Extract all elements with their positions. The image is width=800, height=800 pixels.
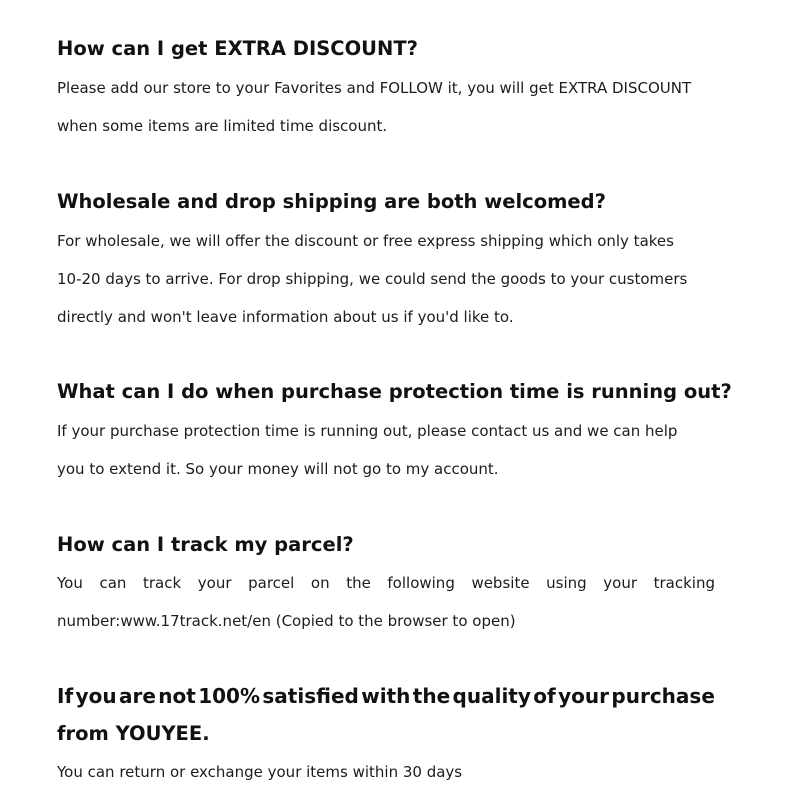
faq-question-purchase-protection: What can I do when purchase protection time is running out? <box>57 380 732 403</box>
question-word: your <box>558 684 610 708</box>
question-word: of <box>533 684 556 708</box>
answer-word: website <box>471 574 530 592</box>
answer-line: You can return or exchange your items within 30 days <box>57 763 463 781</box>
answer-line: number:www.17track.net/en (Copied to the browser to open) <box>57 612 516 630</box>
faq-answer-purchase-protection <box>57 412 677 488</box>
answer-word: your <box>197 574 232 592</box>
answer-line: Please add our store to your Favorites and FOLLOW it, you will get EXTRA DISCOUNT <box>57 79 692 97</box>
answer-line: directly and won't leave information about us if you'd like to. <box>57 308 514 326</box>
question-word: not <box>158 684 196 708</box>
faq-answer-extra-discount <box>57 69 691 145</box>
faq-question-satisfaction <box>57 677 715 753</box>
question-word: with <box>361 684 411 708</box>
faq-answer-wholesale <box>57 222 687 336</box>
answer-line: when some items are limited time discount. <box>57 117 388 135</box>
question-word: purchase <box>611 684 715 708</box>
question-word: satisfied <box>262 684 359 708</box>
answer-line: If your purchase protection time is running out, please contact us and we can help <box>57 422 678 440</box>
answer-word: following <box>387 574 455 592</box>
faq-question-track-parcel: How can I track my parcel? <box>57 533 354 556</box>
question-word: 100% <box>198 684 261 708</box>
question-word: you <box>75 684 117 708</box>
question-line: from YOUYEE. <box>57 722 210 745</box>
answer-line <box>57 564 715 602</box>
faq-question-wholesale: Wholesale and drop shipping are both welcomed? <box>57 190 606 213</box>
answer-word: using <box>546 574 587 592</box>
answer-word: your <box>603 574 638 592</box>
question-word: If <box>57 684 74 708</box>
faq-answer-satisfaction <box>57 753 462 791</box>
answer-word: on <box>310 574 330 592</box>
answer-line: 10-20 days to arrive. For drop shipping, we could send the goods to your customers <box>57 270 688 288</box>
faq-question-extra-discount: How can I get EXTRA DISCOUNT? <box>57 37 418 60</box>
question-word: are <box>118 684 156 708</box>
answer-word: parcel <box>248 574 295 592</box>
faq-document <box>57 0 732 800</box>
answer-word: track <box>143 574 182 592</box>
question-word: the <box>412 684 451 708</box>
question-line <box>57 677 715 715</box>
answer-word: can <box>99 574 127 592</box>
answer-word: the <box>346 574 371 592</box>
answer-line: For wholesale, we will offer the discount or free express shipping which only takes <box>57 232 674 250</box>
answer-line: you to extend it. So your money will not go to my account. <box>57 460 499 478</box>
question-word: quality <box>452 684 531 708</box>
answer-word: tracking <box>653 574 715 592</box>
faq-answer-track-parcel <box>57 564 715 640</box>
answer-word: You <box>57 574 83 592</box>
